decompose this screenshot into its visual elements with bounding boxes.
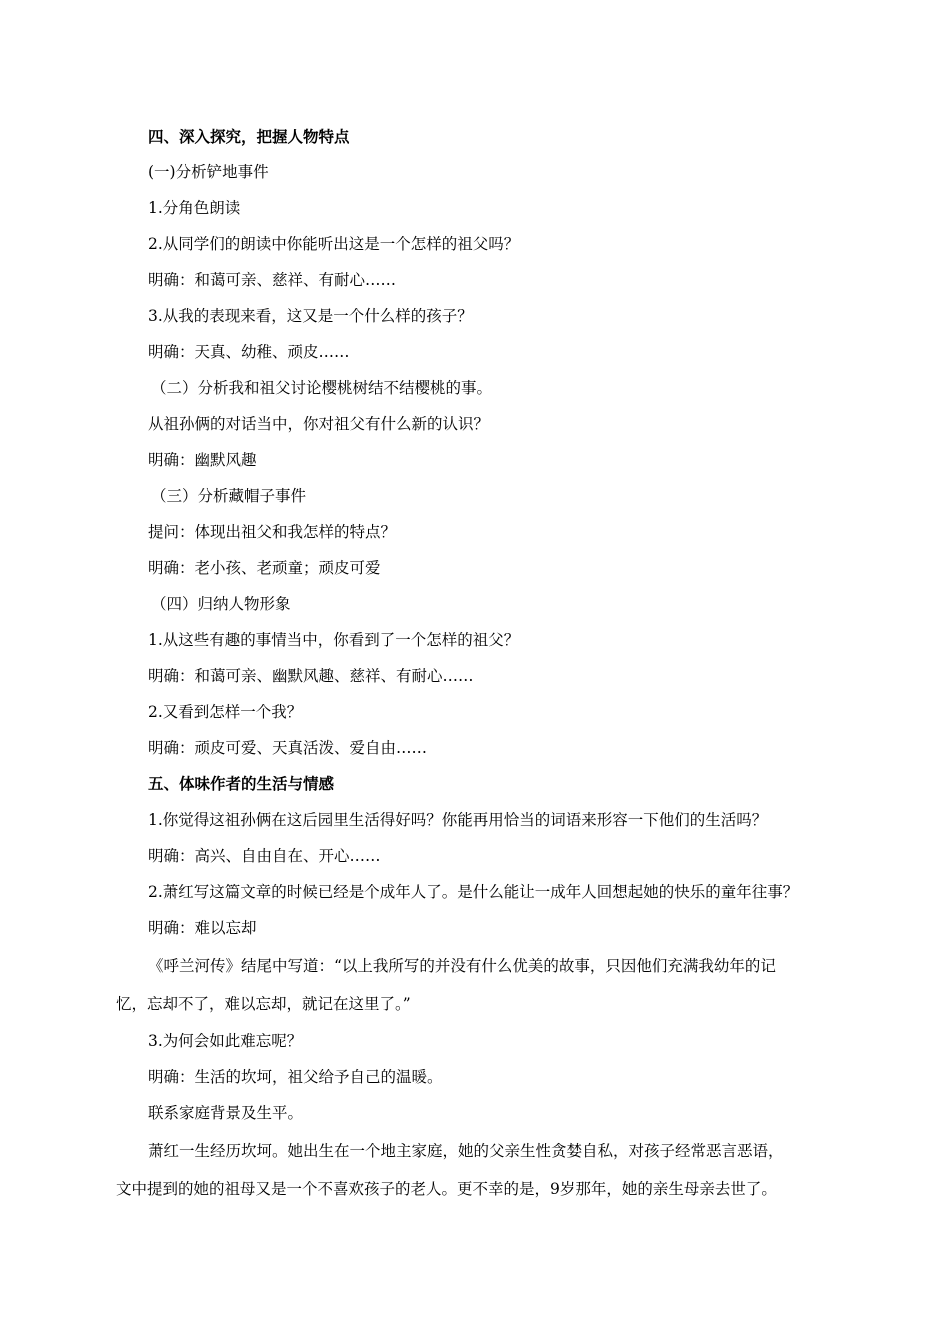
text-line: 1.从这些有趣的事情当中，你看到了一个怎样的祖父？ [148,631,520,649]
text-line: 明确：和蔼可亲、幽默风趣、慈祥、有耐心…… [148,667,474,685]
text-line: 3.为何会如此难忘呢？ [148,1032,303,1050]
text-line: 明确：老小孩、老顽童；顽皮可爱 [148,559,381,577]
subsection-3-title: （三）分析藏帽子事件 [151,487,307,505]
subsection-2-title: （二）分析我和祖父讨论樱桃树结不结樱桃的事。 [151,379,493,397]
paragraph-line: 文中提到的她的祖母又是一个不喜欢孩子的老人。更不幸的是，9岁那年，她的亲生母亲去世了。 [116,1180,777,1198]
text-line: 3.从我的表现来看，这又是一个什么样的孩子？ [148,307,473,325]
text-line: 明确：难以忘却 [148,919,257,937]
text-line: 明确：天真、幼稚、顽皮…… [148,343,350,361]
text-line: 明确：顽皮可爱、天真活泼、爱自由…… [148,739,428,757]
text-line: 联系家庭背景及生平。 [148,1104,304,1122]
text-line: 从祖孙俩的对话当中，你对祖父有什么新的认识？ [148,415,490,433]
text-line: 明确：生活的坎坷，祖父给予自己的温暖。 [148,1068,443,1086]
section-heading-4: 四、深入探究，把握人物特点 [148,128,350,146]
text-line: 明确：高兴、自由自在、开心…… [148,847,381,865]
text-line: 1.分角色朗读 [148,199,241,217]
quote-line: 忆，忘却不了，难以忘却，就记在这里了。” [116,995,411,1013]
text-line: 2.又看到怎样一个我？ [148,703,303,721]
text-line: 明确：幽默风趣 [148,451,257,469]
text-line: 提问：体现出祖父和我怎样的特点？ [148,523,397,541]
paragraph-line: 萧红一生经历坎坷。她出生在一个地主家庭，她的父亲生性贪婪自私，对孩子经常恶言恶语， [148,1142,784,1160]
quote-line: 《呼兰河传》结尾中写道：“以上我所写的并没有什么优美的故事，只因他们充满我幼年的记 [148,957,776,975]
text-line: 2.萧红写这篇文章的时候已经是个成年人了。是什么能让一成年人回想起她的快乐的童年往事？ [148,883,799,901]
section-heading-5: 五、体味作者的生活与情感 [148,775,335,793]
text-line: 1.你觉得这祖孙俩在这后园里生活得好吗？你能再用恰当的词语来形容一下他们的生活吗？ [148,811,768,829]
text-line: 明确：和蔼可亲、慈祥、有耐心…… [148,271,397,289]
text-line: 2.从同学们的朗读中你能听出这是一个怎样的祖父吗？ [148,235,520,253]
subsection-1-title: (一)分析铲地事件 [148,163,269,181]
subsection-4-title: （四）归纳人物形象 [151,595,291,613]
